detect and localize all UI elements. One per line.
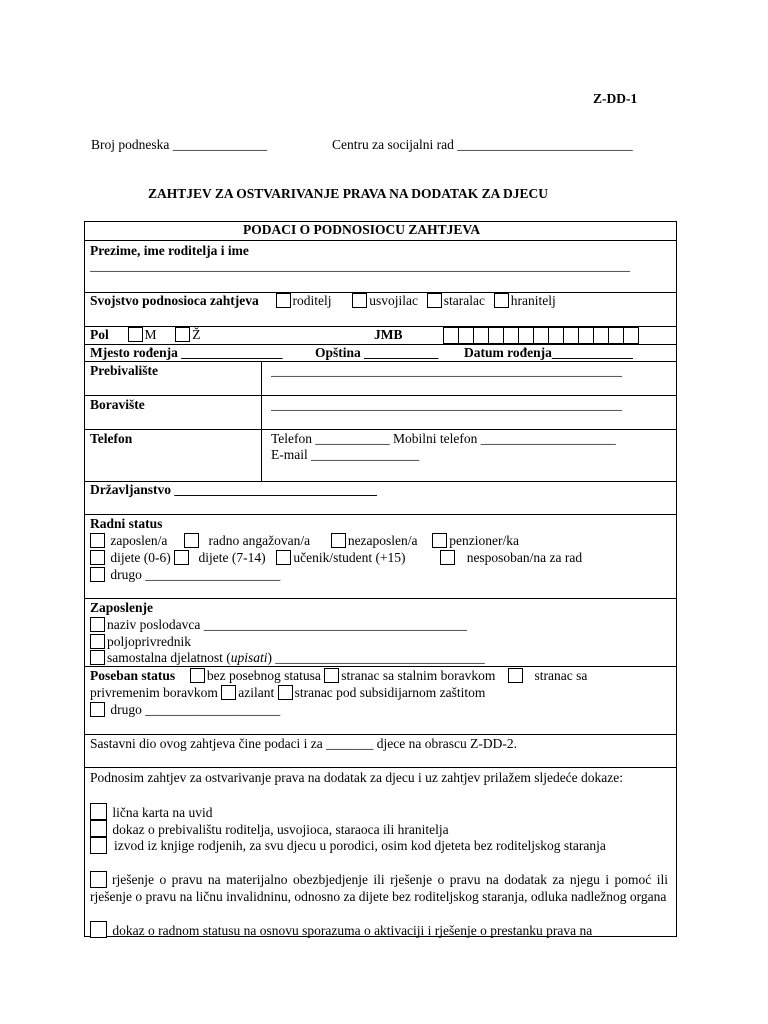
drugo-radni-checkbox[interactable]	[90, 567, 105, 582]
divider	[84, 666, 677, 667]
jmb-digit-box[interactable]	[548, 327, 564, 344]
staralac-checkbox[interactable]	[427, 293, 442, 308]
radni-status-row3	[90, 567, 280, 583]
nesposoban-label: nesposoban/na za rad	[466, 550, 583, 565]
jmb-digit-box[interactable]	[593, 327, 609, 344]
licna-karta-label: lična karta na uvid	[112, 805, 213, 820]
name-label: Prezime, ime roditelja i ime	[90, 243, 249, 258]
licna-karta-checkbox[interactable]	[90, 803, 107, 820]
jmb-digit-box[interactable]	[518, 327, 534, 344]
privremenim-label: privremenim boravkom	[90, 685, 218, 700]
stranac-privremeni-checkbox[interactable]	[508, 668, 523, 683]
dijete-7-14-checkbox[interactable]	[174, 550, 189, 565]
telefon-line[interactable]: Telefon ___________ Mobilni telefon ____________________	[271, 431, 616, 446]
ucenik-student-label: učenik/student (+15)	[293, 550, 406, 565]
jmb-digit-box[interactable]	[623, 327, 639, 344]
samostalna-label: samostalna djelatnost (	[107, 650, 231, 665]
bez-statusa-label: bez posebnog statusa	[206, 668, 321, 683]
poljoprivrednik-label: poljoprivrednik	[107, 634, 191, 649]
jmb-digit-box[interactable]	[533, 327, 549, 344]
bez-statusa-checkbox[interactable]	[190, 668, 205, 683]
divider	[84, 514, 677, 515]
dijete-0-6-checkbox[interactable]	[90, 550, 105, 565]
divider	[84, 240, 677, 241]
jmb-digit-box[interactable]	[458, 327, 474, 344]
jmb-digit-box[interactable]	[608, 327, 624, 344]
usvojilac-checkbox[interactable]	[352, 293, 367, 308]
divider	[84, 734, 677, 735]
subsidijarna-checkbox[interactable]	[278, 685, 293, 700]
zaposlenje-row1	[90, 617, 467, 633]
boraviste-label: Boravište	[90, 397, 145, 412]
divider	[84, 598, 677, 599]
roditelj-label: roditelj	[292, 293, 332, 308]
azilant-label: azilant	[238, 685, 275, 700]
penzioner-checkbox[interactable]	[432, 533, 447, 548]
samostalna-checkbox[interactable]	[90, 650, 105, 665]
naziv-poslodavca-label[interactable]: naziv poslodavca _______________________________________	[107, 617, 467, 632]
samostalna-line[interactable]: ) _______________________________	[267, 650, 485, 665]
dokaz-item	[90, 803, 212, 821]
dijete-7-14-label: dijete (7-14)	[198, 550, 266, 565]
form-title: ZAHTJEV ZA OSTVARIVANJE PRAVA NA DODATAK ZA DJECU	[148, 186, 548, 201]
divider	[84, 361, 677, 362]
dijete-0-6-label: dijete (0-6)	[110, 550, 171, 565]
svojstvo-row	[90, 293, 556, 309]
pol-z-checkbox[interactable]	[175, 327, 190, 342]
name-line[interactable]: ________________________________________________________________________________	[90, 258, 630, 273]
prebivaliste-dokaz-checkbox[interactable]	[90, 820, 107, 837]
zaposlenje-row2	[90, 634, 191, 650]
nezaposlen-label: nezaposlen/a	[347, 533, 418, 548]
jmb-label: JMB	[374, 327, 403, 342]
stranac-stalni-checkbox[interactable]	[324, 668, 339, 683]
jmb-digit-box[interactable]	[443, 327, 459, 344]
jmb-digit-box[interactable]	[578, 327, 594, 344]
upisati-hint: upisati	[230, 650, 268, 665]
sastavni-text: Sastavni dio ovog zahtjeva čine podaci i za _______ djece na obrascu Z-DD-2.	[90, 736, 517, 751]
datum-rodjenja-field[interactable]: Datum rođenja____________	[464, 345, 633, 360]
zaposlenje-row3	[90, 650, 485, 666]
staralac-label: staralac	[443, 293, 485, 308]
izvod-label: izvod iz knjige rodjenih, za svu djecu u porodici, osim kod djeteta bez roditeljskog staranja	[114, 838, 606, 853]
opstina-field[interactable]: Opština ___________	[315, 345, 439, 360]
radno-angazovan-checkbox[interactable]	[184, 533, 199, 548]
subsidijarna-label: stranac pod subsidijarnom zaštitom	[294, 685, 486, 700]
section-header: PODACI O PODNOSIOCU ZAHTJEVA	[243, 222, 481, 237]
pol-z-label: Ž	[192, 327, 201, 342]
pol-label: Pol	[90, 327, 109, 342]
azilant-checkbox[interactable]	[221, 685, 236, 700]
dokaz-item	[90, 820, 449, 838]
nesposoban-checkbox[interactable]	[440, 550, 455, 565]
zaposlenje-label: Zaposlenje	[90, 600, 154, 615]
drugo-poseban-checkbox[interactable]	[90, 702, 105, 717]
poseban-row1	[90, 668, 587, 684]
telefon-label: Telefon	[90, 431, 133, 446]
rjesenje-label: rješenje o pravu na materijalno obezbjedjenje ili rješenje o pravu na dodatak za njegu i pomoć ili rješenje o pravu na ličnu invalidninu, odnosno za dijete bez roditeljskog staranja, odluka nadležnog organa	[90, 872, 668, 904]
stranac-stalni-label: stranac sa stalnim boravkom	[341, 668, 496, 683]
zaposlen-checkbox[interactable]	[90, 533, 105, 548]
jmb-digit-box[interactable]	[473, 327, 489, 344]
poljoprivrednik-checkbox[interactable]	[90, 634, 105, 649]
radni-status-dokaz-label: dokaz o radnom statusu na osnovu sporazuma o aktivaciji i rješenje o prestanku prava na	[112, 923, 593, 938]
zaposlen-label: zaposlen/a	[110, 533, 168, 548]
roditelj-checkbox[interactable]	[276, 293, 291, 308]
usvojilac-label: usvojilac	[369, 293, 419, 308]
divider	[84, 767, 677, 768]
jmb-digit-box[interactable]	[488, 327, 504, 344]
pol-row	[90, 327, 201, 343]
stranac-sa-label: stranac sa	[534, 668, 588, 683]
drugo-radni-label[interactable]: drugo ____________________	[110, 567, 281, 582]
document-code: Z-DD-1	[593, 91, 638, 106]
hranitelj-label: hranitelj	[510, 293, 556, 308]
drzavljanstvo-field[interactable]: Državljanstvo ______________________________	[90, 482, 377, 497]
hranitelj-checkbox[interactable]	[494, 293, 509, 308]
column-divider	[261, 361, 262, 481]
podnosim-intro: Podnosim zahtjev za ostvarivanje prava na dodatak za djecu i uz zahtjev prilažem sljedeće dokaze:	[90, 770, 624, 785]
dokaz-item	[90, 921, 592, 939]
prebivaliste-line[interactable]: ____________________________________________________	[271, 363, 622, 378]
pol-m-checkbox[interactable]	[128, 327, 143, 342]
centru-field[interactable]: Centru za socijalni rad __________________________	[332, 137, 633, 152]
divider	[84, 395, 677, 396]
penzioner-label: penzioner/ka	[449, 533, 519, 548]
naziv-poslodavca-checkbox[interactable]	[90, 617, 105, 632]
poseban-row3	[90, 702, 280, 718]
email-line[interactable]: E-mail ________________	[271, 447, 420, 462]
radni-status-label: Radni status	[90, 516, 163, 531]
jmb-digit-box[interactable]	[503, 327, 519, 344]
prebivaliste-label: Prebivalište	[90, 363, 158, 378]
nezaposlen-checkbox[interactable]	[331, 533, 346, 548]
jmb-digit-box[interactable]	[563, 327, 579, 344]
divider	[84, 429, 677, 430]
pol-m-label: M	[144, 327, 157, 342]
broj-podneska-field[interactable]: Broj podneska ______________	[91, 137, 268, 152]
radni-status-dokaz-checkbox[interactable]	[90, 921, 107, 938]
radni-status-row2	[90, 550, 582, 566]
radno-angazovan-label: radno angažovan/a	[208, 533, 311, 548]
drugo-poseban-label[interactable]: drugo ____________________	[110, 702, 281, 717]
prebivaliste-dokaz-label: dokaz o prebivalištu roditelja, usvojioca, staraoca ili hranitelja	[112, 822, 449, 837]
svojstvo-label: Svojstvo podnosioca zahtjeva	[90, 293, 259, 308]
jmb-field[interactable]	[443, 327, 638, 344]
mjesto-rodjenja-field[interactable]: Mjesto rođenja _______________	[90, 345, 283, 360]
poseban-row2	[90, 685, 485, 701]
radni-status-row1	[90, 533, 519, 549]
poseban-status-label: Poseban status	[90, 668, 176, 683]
ucenik-student-checkbox[interactable]	[276, 550, 291, 565]
boraviste-line[interactable]: ____________________________________________________	[271, 397, 622, 412]
